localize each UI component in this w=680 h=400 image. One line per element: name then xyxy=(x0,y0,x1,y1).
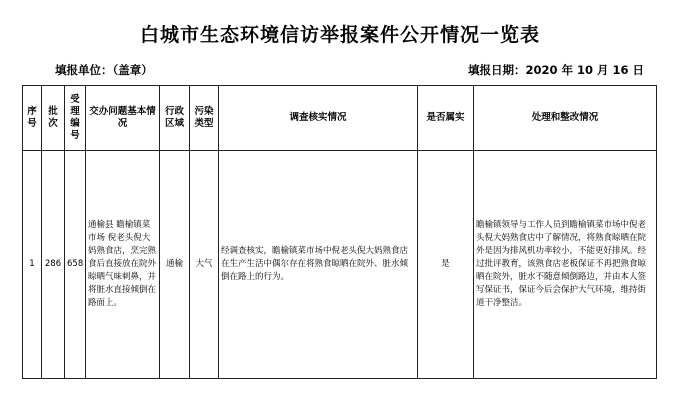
header-pollution: 污染类型 xyxy=(190,86,219,151)
complaint-table xyxy=(22,85,657,379)
cell-seq: 1 xyxy=(23,151,42,379)
header-region: 行政区域 xyxy=(160,86,190,151)
table-header-row xyxy=(23,86,657,151)
cell-region: 通榆 xyxy=(160,151,190,379)
cell-accept-no: 658 xyxy=(65,151,86,379)
cell-handling: 瞻榆镇领导与工作人员到瞻榆镇菜市场中倪老头倪大妈熟食店中了解情况，将熟食晾晒在院外是因为排风机功率较小，不能更好排风。经过批评教育，该熟食店老板保证不再把熟食晾晒在院外，脏水不随意倾倒路边，并由本人签写保证书，保证今后会保护大气环境，维持街道干净整洁。 xyxy=(474,151,657,379)
reporting-date-label: 填报日期：2020 年 10 月 16 日 xyxy=(468,63,645,77)
header-seq: 序号 xyxy=(23,86,42,151)
cell-pollution: 大气 xyxy=(190,151,219,379)
header-accept-no: 受理编号 xyxy=(65,86,86,151)
header-verified: 是否属实 xyxy=(418,86,474,151)
document-title: 白城市生态环境信访举报案件公开情况一览表 xyxy=(139,24,540,46)
cell-batch: 286 xyxy=(42,151,65,379)
header-handling: 处理和整改情况 xyxy=(474,86,657,151)
cell-verified: 是 xyxy=(418,151,474,379)
header-survey: 调查核实情况 xyxy=(219,86,418,151)
table-row xyxy=(23,151,657,379)
header-batch: 批次 xyxy=(42,86,65,151)
cell-survey: 经调查核实，瞻榆镇菜市场中倪老头倪大妈熟食店在生产生活中偶尔存在将熟食晾晒在院外、脏水倾倒在路上的行为。 xyxy=(219,151,418,379)
header-issue: 交办问题基本情况 xyxy=(86,86,160,151)
cell-issue: 通榆县 瞻榆镇菜市场 倪老头倪大妈熟食店，烹完熟食后直接放在院外晾晒气味刺鼻，并将脏水直接倾倒在路面上。 xyxy=(86,151,160,379)
reporting-unit-label: 填报单位：（盖章） xyxy=(55,63,153,77)
